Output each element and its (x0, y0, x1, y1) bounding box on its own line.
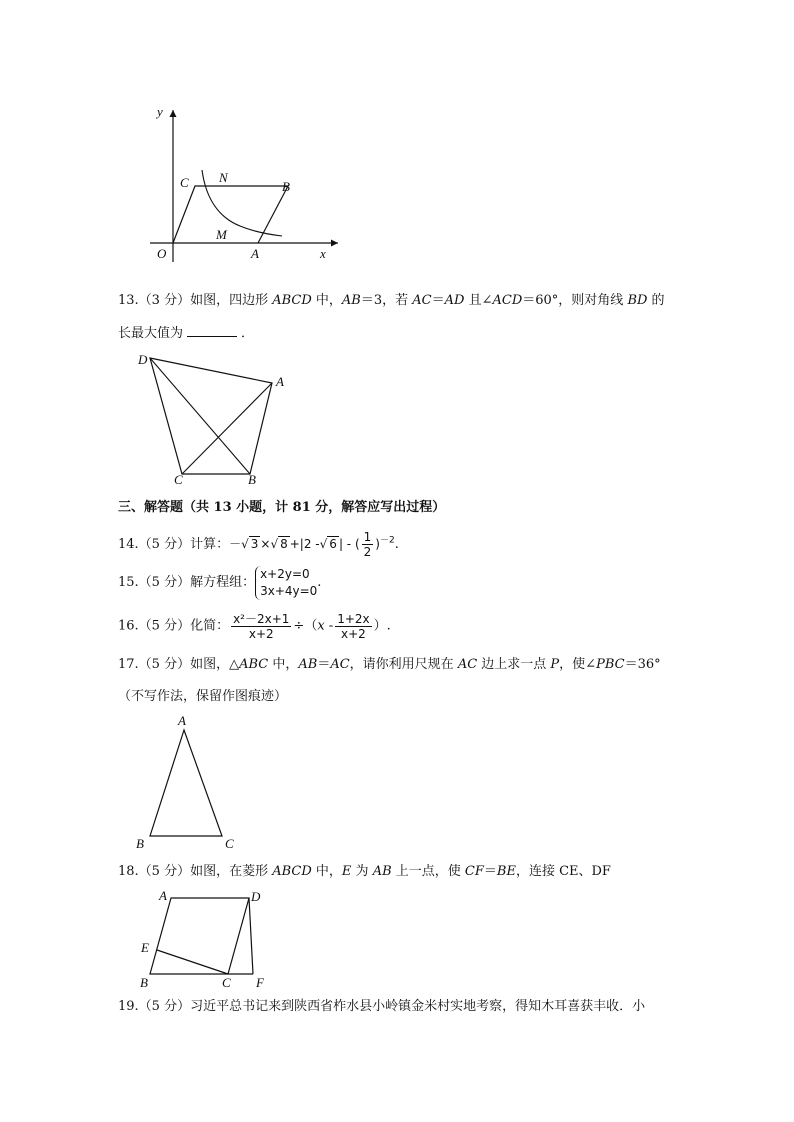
isosceles-triangle-figure (130, 712, 250, 852)
label-y: y (157, 104, 163, 119)
rhombus-figure (134, 886, 274, 992)
question-16: 16.（5 分）化简： $\frac{\text{x²－2x+1}}{x+2}$ ÷（x - $\frac{1+2x}{x+2}$ ）. (118, 612, 391, 641)
label-c: C (222, 975, 231, 990)
question-17-line2: （不写作法，保留作图痕迹） (118, 689, 288, 704)
label-f: F (256, 975, 264, 990)
quadrilateral-figure (130, 350, 300, 488)
label-b: B (136, 836, 144, 851)
label-a: A (251, 246, 259, 261)
label-c: C (225, 836, 234, 851)
question-13-line2: 长最大值为 ． (118, 326, 255, 341)
fraction-1: $\frac{\text{x²－2x+1}}{x+2}$ (233, 612, 290, 641)
label-b: B (248, 472, 256, 487)
triangle-abc (150, 730, 222, 836)
equation-system: x+2y=0 3x+4y=0 (255, 566, 317, 600)
label-x: x (320, 246, 326, 261)
label-c: C (174, 472, 183, 487)
fraction-2: $\frac{1+2x}{x+2}$ (337, 612, 370, 641)
question-13-line1: 13.（3 分）如图，四边形 ABCD 中，AB＝3，若 AC＝AD 且∠ACD＝60°，则对角线 BD 的 (118, 293, 665, 308)
label-o: O (157, 246, 167, 261)
label-n: N (219, 170, 228, 185)
rhombus-abcd (150, 898, 249, 974)
label-e: E (141, 940, 149, 955)
label-c: C (180, 175, 189, 190)
fraction-one-half: $\frac{1}{2}$ (363, 530, 372, 559)
answer-blank[interactable] (187, 324, 237, 337)
segment-df (249, 898, 253, 974)
quadrilateral-dacb (150, 358, 272, 474)
hyperbola-curve (202, 170, 282, 236)
label-a: A (178, 713, 186, 728)
label-d: D (138, 352, 148, 367)
section-3-title: 三、解答题（共 13 小题，计 81 分，解答应写出过程） (118, 500, 446, 515)
label-m: M (216, 227, 227, 242)
question-14: 14.（5 分）计算：－√ 3 ×√ 8 +|2 -√ 6 | - ( $\frac{1}{2}$ )$^{-2}$. (118, 530, 399, 559)
question-19: 19.（5 分）习近平总书记来到陕西省柞水县小岭镇金米村实地考察，得知木耳喜获丰收．小 (118, 999, 646, 1014)
label-b: B (140, 975, 148, 990)
segment-ce (157, 950, 228, 974)
diagonal-ac (182, 383, 272, 474)
label-a: A (159, 888, 167, 903)
label-b: B (282, 179, 290, 194)
coordinate-figure (140, 100, 350, 270)
question-15: 15.（5 分）解方程组： x+2y=0 3x+4y=0 . (118, 567, 322, 598)
label-d: D (251, 889, 261, 904)
question-17-line1: 17.（5 分）如图，△ABC 中，AB＝AC，请你利用尺规在 AC 边上求一点 P，使∠PBC＝36° (118, 657, 661, 672)
question-18: 18.（5 分）如图，在菱形 ABCD 中，E 为 AB 上一点，使 CF＝BE，连接 CE、DF (118, 864, 611, 879)
label-a: A (276, 374, 284, 389)
